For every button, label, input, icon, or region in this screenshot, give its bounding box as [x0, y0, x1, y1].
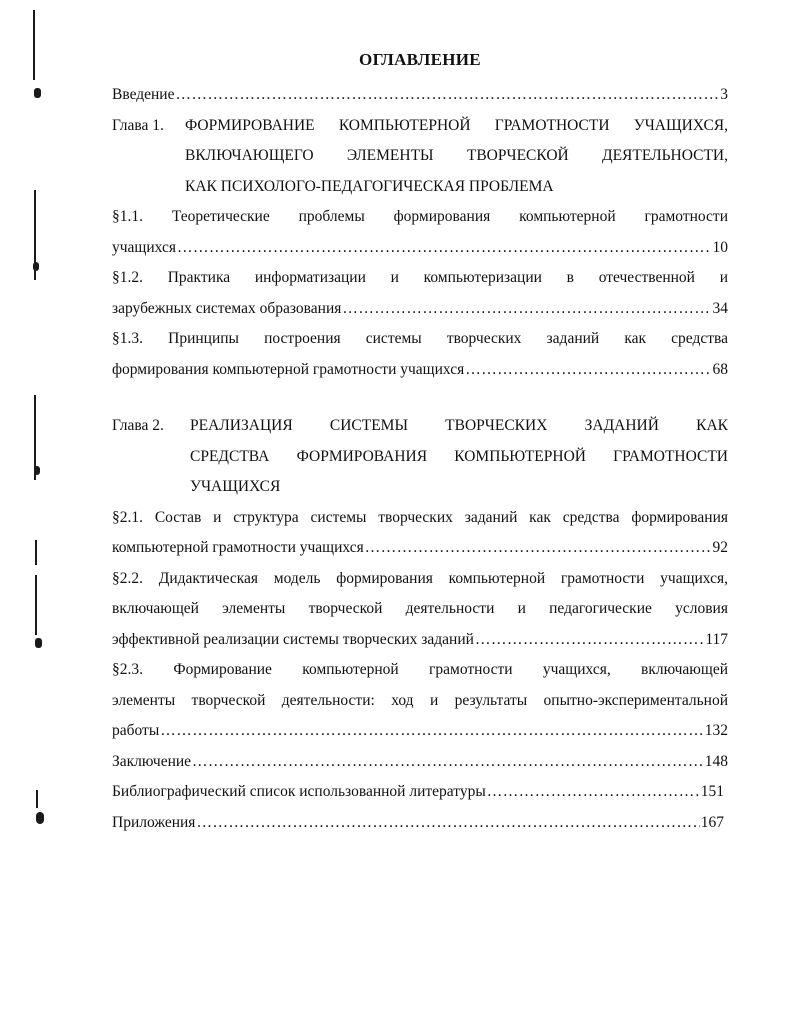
entry-text: работы	[112, 722, 160, 739]
dot-leader	[175, 80, 719, 111]
chapter-title-line: СРЕДСТВА ФОРМИРОВАНИЯ КОМПЬЮТЕРНОЙ ГРАМОТНОСТИ	[190, 447, 728, 465]
chapter-title-line: ВКЛЮЧАЮЩЕГО ЭЛЕМЕНТЫ ТВОРЧЕСКОЙ ДЕЯТЕЛЬНОСТИ,	[185, 147, 728, 164]
dot-leader	[365, 533, 712, 564]
page-number: 167	[700, 813, 724, 831]
toc-entry-conclusion	[112, 747, 728, 778]
toc-entry-1-2	[112, 263, 728, 324]
entry-text: Приложения	[112, 813, 196, 831]
scan-edge-mark	[34, 466, 40, 475]
dot-leader	[177, 233, 712, 264]
toc-entry-2-1	[112, 503, 728, 564]
page-number: 3	[720, 86, 728, 103]
page-number: 92	[712, 539, 728, 556]
page-number: 148	[704, 752, 728, 770]
entry-text: учащихся	[112, 238, 176, 256]
toc-chapter-2	[112, 411, 728, 503]
chapter-title-line: РЕАЛИЗАЦИЯ СИСТЕМЫ ТВОРЧЕСКИХ ЗАДАНИЙ КАК	[190, 417, 728, 434]
dot-leader	[342, 294, 711, 325]
scan-edge-line	[35, 575, 37, 635]
scan-edge-mark	[33, 262, 39, 271]
toc-entry-2-2	[112, 564, 728, 656]
dot-leader	[465, 355, 711, 386]
scan-edge-mark	[34, 88, 41, 98]
page-number: 117	[705, 630, 728, 648]
scan-edge-line	[35, 540, 37, 565]
entry-text: зарубежных системах образования	[112, 299, 342, 317]
toc-entry-intro	[112, 80, 728, 111]
entry-text: §1.2. Практика информатизации и компьютеризации в отечественной и	[112, 269, 728, 286]
chapter-title-line: УЧАЩИХСЯ	[190, 478, 281, 495]
dot-leader	[475, 625, 704, 656]
dot-leader	[196, 808, 699, 839]
entry-text: Библиографический список использованной литературы	[112, 783, 486, 800]
toc-entry-bibliography	[112, 777, 724, 808]
entry-text: элементы творческой деятельности: ход и результаты опытно-экспериментальной	[112, 691, 728, 709]
scan-edge-mark	[35, 638, 42, 648]
dot-leader	[192, 747, 704, 778]
dot-leader	[487, 777, 700, 808]
chapter-label: Глава 2.	[112, 417, 164, 434]
entry-text: §2.1. Состав и структура системы творческих заданий как средства формирования	[112, 508, 728, 526]
entry-text: Введение	[112, 86, 175, 103]
page-number: 34	[712, 299, 728, 317]
toc-entry-appendix	[112, 808, 724, 839]
entry-text: §1.1. Теоретические проблемы формирования компьютерной грамотности	[112, 208, 728, 225]
entry-text: §2.2. Дидактическая модель формирования компьютерной грамотности учащихся,	[112, 569, 728, 587]
scan-edge-line	[36, 790, 38, 808]
toc-chapter-1	[112, 111, 728, 203]
entry-text: формирования компьютерной грамотности учащихся	[112, 360, 465, 378]
dot-leader	[160, 716, 704, 747]
scan-edge-mark	[36, 812, 44, 824]
page-number: 151	[700, 783, 724, 800]
entry-text: включающей элементы творческой деятельности и педагогические условия	[112, 600, 728, 617]
toc-entry-2-3	[112, 655, 728, 747]
chapter-title-line: КАК ПСИХОЛОГО-ПЕДАГОГИЧЕСКАЯ ПРОБЛЕМА	[185, 177, 554, 195]
toc-entry-1-3	[112, 324, 728, 385]
entry-text: эффективной реализации системы творческих заданий	[112, 630, 474, 648]
table-of-contents	[112, 80, 728, 838]
page-number: 10	[712, 238, 728, 256]
entry-text: компьютерной грамотности учащихся	[112, 539, 364, 556]
page-number: 132	[704, 722, 728, 739]
page-title: ОГЛАВЛЕНИЕ	[359, 50, 481, 69]
chapter-title-line: ФОРМИРОВАНИЕ КОМПЬЮТЕРНОЙ ГРАМОТНОСТИ УЧАЩИХСЯ,	[185, 116, 728, 134]
entry-text: §2.3. Формирование компьютерной грамотности учащихся, включающей	[112, 661, 728, 678]
page-number: 68	[712, 360, 728, 378]
chapter-label: Глава 1.	[112, 116, 164, 134]
toc-entry-1-1	[112, 202, 728, 263]
entry-text: Заключение	[112, 752, 192, 770]
entry-text: §1.3. Принципы построения системы творческих заданий как средства	[112, 330, 728, 347]
